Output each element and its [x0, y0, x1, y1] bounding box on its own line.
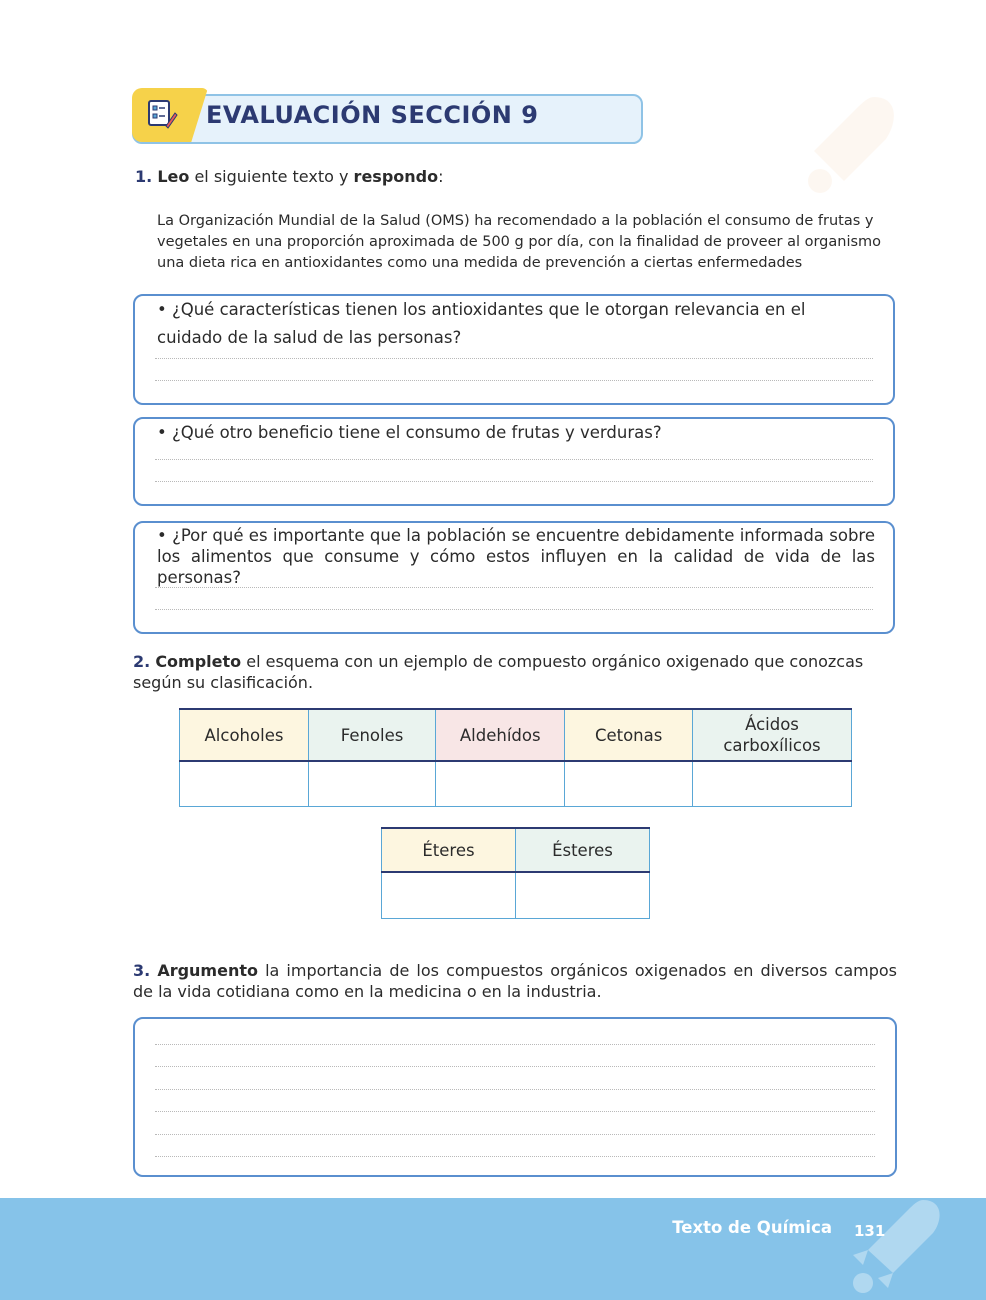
question-verb: Leo: [157, 167, 190, 186]
answer-line[interactable]: [155, 609, 873, 610]
table-header-esteres: Ésteres: [515, 828, 649, 872]
classification-table-1: [179, 708, 852, 807]
rocket-watermark-icon: [790, 85, 910, 205]
table-header-acidos-carboxilicos: Ácidos carboxílicos: [693, 709, 852, 761]
sub-question: • ¿Qué otro beneficio tiene el consumo de frutas y verduras?: [157, 423, 662, 442]
passage-line: La Organización Mundial de la Salud (OMS) ha recomendado a la población el consumo de frutas y: [157, 213, 874, 229]
answer-line[interactable]: [155, 587, 873, 588]
answer-line[interactable]: [155, 1066, 875, 1067]
answer-box-information[interactable]: [133, 521, 895, 634]
table-header-cetonas: Cetonas: [565, 709, 693, 761]
question-text: el siguiente texto y: [189, 167, 354, 186]
section-title: EVALUACIÓN SECCIÓN 9: [206, 101, 539, 129]
question-3-prompt: [133, 960, 897, 1002]
question-verb: Completo: [155, 652, 242, 671]
table-answer-cell[interactable]: [565, 761, 693, 806]
classification-table-2: [381, 827, 650, 919]
answer-line[interactable]: [155, 1089, 875, 1090]
question-text: el esquema con un ejemplo de compuesto orgánico oxigenado que conozcas según su clasificación.: [133, 652, 864, 692]
answer-line[interactable]: [155, 1156, 875, 1157]
table-answer-cell[interactable]: [180, 761, 309, 806]
table-header-alcoholes: Alcoholes: [180, 709, 309, 761]
answer-box-argument[interactable]: [133, 1017, 897, 1177]
passage-line: vegetales en una proporción aproximada de 500 g por día, con la finalidad de proveer al organismo: [157, 234, 882, 250]
answer-line[interactable]: [155, 358, 873, 359]
page-number: 131: [854, 1222, 886, 1240]
checklist-pencil-icon: [146, 98, 178, 130]
sub-question: • ¿Qué características tienen los antioxidantes que le otorgan relevancia en el cuidado de la salud de las personas?: [157, 300, 806, 347]
table-answer-cell[interactable]: [308, 761, 435, 806]
table-header-fenoles: Fenoles: [308, 709, 435, 761]
reading-passage: [157, 211, 887, 274]
answer-line[interactable]: [155, 459, 873, 460]
question-1-prompt: [135, 167, 443, 186]
question-text: la importancia de los compuestos orgánicos oxigenados en diversos campos de la vida cotidiana como en la medicina o en la industria.: [133, 961, 897, 1001]
rocket-icon: [838, 1195, 948, 1300]
question-number: 1.: [135, 167, 153, 186]
question-number: 3.: [133, 961, 151, 980]
answer-line[interactable]: [155, 1044, 875, 1045]
table-header-eteres: Éteres: [382, 828, 516, 872]
answer-line[interactable]: [155, 1134, 875, 1135]
book-title: Texto de Química: [672, 1218, 832, 1237]
sub-question: • ¿Por qué es importante que la población se encuentre debidamente informada sobre los alimentos que consume y cómo estos influyen en la calidad de vida de las personas?: [157, 526, 875, 587]
question-verb: Argumento: [157, 961, 258, 980]
passage-line: una dieta rica en antioxidantes como una medida de prevención a ciertas enfermedades: [157, 255, 803, 271]
question-number: 2.: [133, 652, 151, 671]
answer-box-benefits[interactable]: [133, 417, 895, 506]
table-answer-cell[interactable]: [436, 761, 565, 806]
table-header-aldehidos: Aldehídos: [436, 709, 565, 761]
answer-box-antioxidants[interactable]: [133, 294, 895, 405]
question-2-prompt: [133, 651, 897, 693]
table-answer-cell[interactable]: [382, 872, 516, 918]
question-verb: respondo: [353, 167, 439, 186]
table-answer-cell[interactable]: [515, 872, 649, 918]
question-text: :: [438, 167, 444, 186]
answer-line[interactable]: [155, 1111, 875, 1112]
answer-line[interactable]: [155, 380, 873, 381]
table-answer-cell[interactable]: [693, 761, 852, 806]
answer-line[interactable]: [155, 481, 873, 482]
